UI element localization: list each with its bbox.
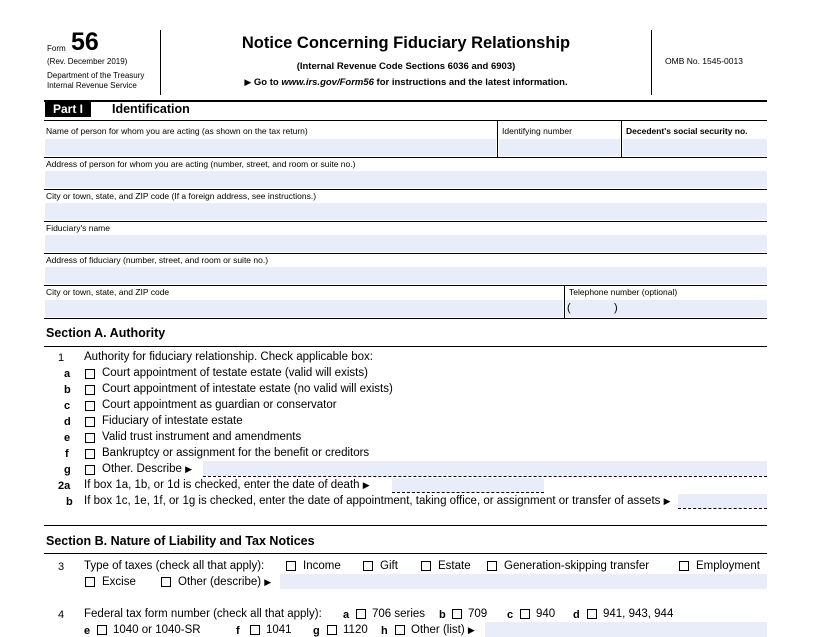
form-d-letter: d [573,609,580,621]
tax-other-describe-input[interactable] [280,574,767,589]
row2-rule [44,189,767,190]
tax-other-checkbox[interactable] [161,577,171,587]
option-c-letter: c [64,400,71,412]
option-e-checkbox[interactable] [85,433,95,443]
row6-divider [564,286,565,319]
city-acting-label: City or town, state, and ZIP code (If a foreign address, see instructions.) [46,191,317,201]
option-a-checkbox[interactable] [85,369,95,379]
arrow-icon: ▶ [244,77,252,87]
row4-rule [44,253,767,254]
option-d-checkbox[interactable] [85,417,95,427]
service: Internal Revenue Service [47,81,137,90]
form-b-letter: b [439,609,446,621]
tax-estate-checkbox[interactable] [421,561,431,571]
goto-prefix: Go to [253,77,282,88]
date-of-appointment-input[interactable] [678,494,767,508]
part-title: Identification [112,102,190,116]
form-number: 56 [71,28,99,56]
line-4-text: Federal tax form number (check all that apply): [84,608,322,620]
form-b-label: 709 [468,608,488,620]
tax-gift-label: Gift [380,560,398,572]
option-f-checkbox[interactable] [85,449,95,459]
form-c-checkbox[interactable] [520,609,530,619]
option-g-describe-input[interactable] [203,461,767,476]
form-a-checkbox[interactable] [356,609,366,619]
form-g-label: 1120 [343,624,368,636]
option-c-checkbox[interactable] [85,401,95,411]
line-3-text: Type of taxes (check all that apply): [84,560,265,572]
part-rule [44,120,767,121]
option-a-letter: a [64,368,71,380]
part1-bottom-rule [44,318,767,319]
form-label: Form [47,44,66,53]
tax-income-checkbox[interactable] [286,561,296,571]
option-f-text: Bankruptcy or assignment for the benefit or creditors [102,447,370,459]
row1-divider-a [497,121,498,158]
form-h-checkbox[interactable] [395,625,405,635]
fiduciary-city-label: City or town, state, and ZIP code [46,287,170,297]
identifying-number-input[interactable] [499,139,620,156]
irs-url-link[interactable]: www.irs.gov/Form56 [281,77,374,88]
option-f-letter: f [65,448,69,460]
tax-gst-checkbox[interactable] [487,561,497,571]
fiduciary-name-label: Fiduciary's name [46,223,110,233]
arrow-icon: ▶ [185,464,193,474]
header-divider-right [651,30,652,95]
tax-employment-checkbox[interactable] [679,561,689,571]
address-acting-label: Address of person for whom you are acting (number, street, and room or suite no.) [46,159,356,169]
goto-line [160,77,652,88]
line-1-number: 1 [58,352,65,364]
tax-employment-label: Employment [696,560,760,572]
form-c-letter: c [507,609,514,621]
form-g-letter: g [313,625,320,637]
tax-income-label: Income [303,560,341,572]
form-h-label: Other (list) ▶ [411,624,475,636]
form-d-label: 941, 943, 944 [603,608,674,620]
form-f-letter: f [236,625,240,637]
address-acting-input[interactable] [45,171,767,188]
option-d-text: Fiduciary of intestate estate [102,415,243,427]
arrow-icon: ▶ [663,496,671,506]
form-g-checkbox[interactable] [327,625,337,635]
date-of-appointment-dotted-line [678,508,767,509]
arrow-icon: ▶ [362,480,370,490]
decedent-ssn-input[interactable] [623,139,767,156]
line-1-text: Authority for fiduciary relationship. Check applicable box: [84,351,373,363]
form-d-checkbox[interactable] [587,609,597,619]
fiduciary-name-input[interactable] [45,235,767,252]
form-subtitle: (Internal Revenue Code Sections 6036 and 6903) [296,61,516,72]
option-e-letter: e [64,432,71,444]
goto-suffix: for instructions and the latest information. [373,77,568,88]
part-badge: Part I [45,102,91,117]
name-acting-label: Name of person for whom you are acting (as shown on the tax return) [46,126,308,136]
section-a-bottom-rule [44,525,767,526]
line-2b-number: b [66,496,73,508]
section-a-rule [44,346,767,347]
form-f-checkbox[interactable] [250,625,260,635]
form-c-label: 940 [536,608,556,620]
line-2b-text: If box 1c, 1e, 1f, or 1g is checked, enter the date of appointment, taking office, or assignment or transfer of assets ▶ [84,495,671,507]
option-b-text: Court appointment of intestate estate (no valid will exists) [102,383,393,395]
date-of-death-input[interactable] [392,478,544,492]
section-b-title: Section B. Nature of Liability and Tax Notices [46,534,315,548]
option-g-checkbox[interactable] [85,465,95,475]
city-acting-input[interactable] [45,203,767,220]
form-other-list-input[interactable] [485,622,767,637]
date-of-death-dotted-line [392,492,544,493]
fiduciary-address-label: Address of fiduciary (number, street, and room or suite no.) [46,255,269,265]
form-a-label: 706 series [372,608,426,620]
department: Department of the Treasury [47,71,145,80]
arrow-icon: ▶ [467,625,475,635]
section-a-title: Section A. Authority [46,326,166,340]
tax-other-label: Other (describe) ▶ [178,576,272,588]
row5-rule [44,285,767,286]
name-acting-input[interactable] [45,139,496,156]
fiduciary-address-input[interactable] [45,267,767,284]
option-g-text: Other. Describe ▶ [102,463,193,475]
option-e-text: Valid trust instrument and amendments [102,431,302,443]
line-3-number: 3 [58,561,65,573]
option-c-text: Court appointment as guardian or conservator [102,399,337,411]
tax-gst-label: Generation-skipping transfer [504,560,650,572]
option-g-dotted-line [203,476,767,477]
line-2a-number: 2a [58,480,71,492]
arrow-icon: ▶ [264,577,272,587]
form-h-letter: h [381,625,388,637]
tax-gift-checkbox[interactable] [363,561,373,571]
row1-divider-b [621,121,622,158]
revision-date: (Rev. December 2019) [47,57,128,66]
line-4-number: 4 [58,609,65,621]
row1-rule [44,157,767,158]
section-b-rule [44,553,767,554]
decedent-ssn-label: Decedent's social security no. [626,126,748,136]
fiduciary-city-input[interactable] [45,300,563,317]
identifying-number-label: Identifying number [502,126,572,136]
omb-number: OMB No. 1545-0013 [665,56,743,66]
form-e-checkbox[interactable] [97,625,107,635]
option-a-text: Court appointment of testate estate (valid will exists) [102,367,368,379]
option-d-letter: d [64,416,71,428]
row3-rule [44,221,767,222]
phone-close-paren: ) [614,302,618,314]
phone-open-paren: ( [567,302,571,314]
form-f-label: 1041 [266,624,292,636]
option-b-checkbox[interactable] [85,385,95,395]
form-title: Notice Concerning Fiduciary Relationship [241,34,571,52]
tax-excise-label: Excise [102,576,136,588]
form-b-checkbox[interactable] [452,609,462,619]
option-g-letter: g [64,464,71,476]
tax-excise-checkbox[interactable] [85,577,95,587]
telephone-input[interactable] [566,300,767,317]
line-2a-text: If box 1a, 1b, or 1d is checked, enter the date of death ▶ [84,479,370,491]
option-b-letter: b [64,384,71,396]
tax-estate-label: Estate [438,560,471,572]
form-e-letter: e [84,625,91,637]
form-e-label: 1040 or 1040-SR [113,624,201,636]
telephone-label: Telephone number (optional) [569,287,678,297]
form-a-letter: a [343,609,350,621]
